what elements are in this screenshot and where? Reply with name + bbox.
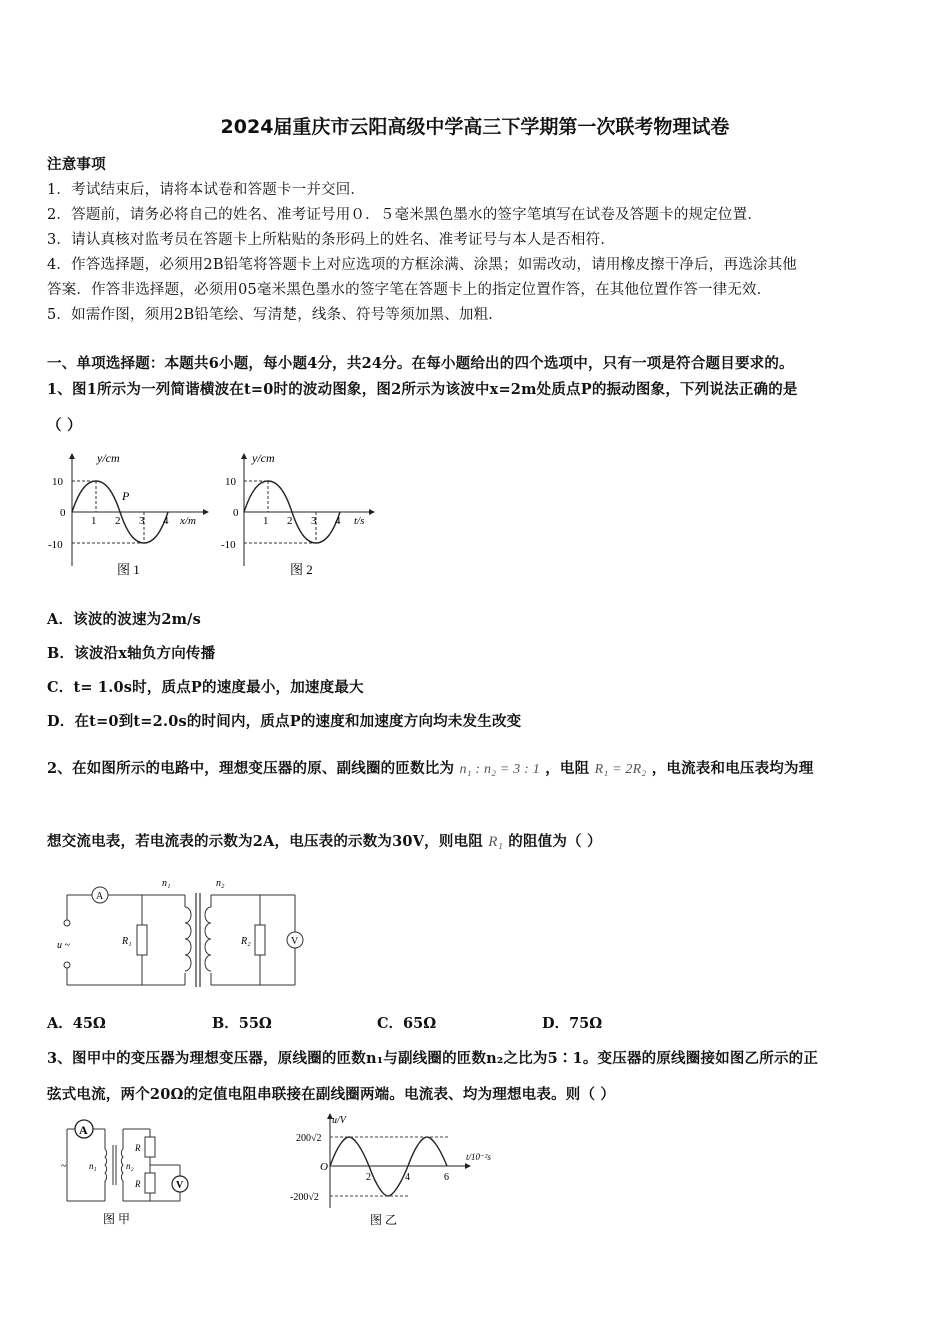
notice-heading: 注意事项 <box>47 156 106 173</box>
page-title: 2024届重庆市云阳高级中学高三下学期第一次联考物理试卷 <box>220 116 730 138</box>
n2-label: n₂ <box>216 878 225 889</box>
q2-stem <box>47 757 813 778</box>
resistor-label: R <box>135 1143 141 1153</box>
source-label: ~ <box>61 1161 67 1172</box>
q3-figure-b <box>290 1108 510 1233</box>
q2-option-d[interactable]: D．75Ω <box>542 1015 603 1032</box>
origin-label: O <box>320 1161 328 1173</box>
figure-caption: 图 乙 <box>370 1213 398 1227</box>
r2-label: R₂ <box>241 936 251 947</box>
x-axis-label: t/s <box>354 515 365 527</box>
source-label: u ~ <box>57 940 70 951</box>
x-tick-label: 4 <box>163 515 169 527</box>
q2-stem-part: ，电阻 <box>545 760 590 777</box>
x-tick-label: 1 <box>91 515 97 527</box>
y-tick-label: 0 <box>233 507 239 519</box>
q2-option-a[interactable]: A．45Ω <box>47 1015 106 1032</box>
y-tick-label: 200√2 <box>296 1133 322 1144</box>
x-axis-label: t/10⁻²s <box>466 1152 491 1162</box>
voltmeter-label: V <box>291 936 299 947</box>
x-tick-label: 2 <box>115 515 121 527</box>
y-tick-label: -10 <box>221 539 236 551</box>
notice-item: 4．作答选择题，必须用2B铅笔将答题卡上对应选项的方框涂满、涂黑；如需改动，请用橡皮擦干净后，再选涂其他 <box>47 257 798 273</box>
q2-stem-part: 的阻值为（ ） <box>508 833 602 850</box>
r1-symbol: R₁ <box>488 834 503 850</box>
y-axis-label: u/V <box>332 1115 346 1126</box>
q1-figure-2 <box>214 448 384 583</box>
q3-stem-2: 弦式电流，两个20Ω的定值电阻串联接在副线圈两端。电流表、均为理想电表。则（ ） <box>47 1086 616 1103</box>
y-tick-label: 0 <box>60 507 66 519</box>
notice-item: 答案．作答非选择题，必须用05毫米黑色墨水的签字笔在答题卡上的指定位置作答，在其他位置作答一律无效． <box>47 282 772 298</box>
figure-caption: 图 甲 <box>103 1212 131 1226</box>
q1-stem: 1、图1所示为一列简谐横波在t=0时的波动图象，图2所示为该波中x=2m处质点P的振动图象，下列说法正确的是 <box>47 381 798 398</box>
x-tick-label: 2 <box>287 515 293 527</box>
turns-ratio-formula: n₁ : n₂ = 3 : 1 <box>459 762 540 777</box>
q2-stem-2 <box>47 830 602 851</box>
y-tick-label: -200√2 <box>290 1192 319 1203</box>
q3-figure-a <box>55 1115 200 1230</box>
x-tick-label: 2 <box>366 1172 371 1183</box>
x-tick-label: 3 <box>139 515 145 527</box>
notice-item: 1．考试结束后，请将本试卷和答题卡一并交回． <box>47 182 366 198</box>
figure-caption: 图 2 <box>290 562 313 577</box>
resistor-label: R <box>135 1179 141 1189</box>
q2-option-c[interactable]: C．65Ω <box>377 1015 437 1032</box>
q1-option-c[interactable]: C．t= 1.0s时，质点P的速度最小，加速度最大 <box>47 679 364 696</box>
r1-label: R₁ <box>122 936 132 947</box>
q1-figure-1 <box>40 448 215 583</box>
resistance-formula: R₁ = 2R₂ <box>594 762 647 777</box>
q3-stem: 3、图甲中的变压器为理想变压器，原线圈的匝数n₁与副线圈的匝数n₂之比为5∶1。变压器的原线圈接如图乙所示的正 <box>47 1050 819 1067</box>
y-tick-label: 10 <box>52 476 63 488</box>
figure-caption: 图 1 <box>117 562 140 577</box>
ammeter-label: A <box>79 1123 88 1137</box>
section-heading: 一、单项选择题：本题共6小题，每小题4分，共24分。在每小题给出的四个选项中，只有一项是符合题目要求的。 <box>47 355 794 372</box>
ammeter-label: A <box>96 891 104 902</box>
notice-item: 3．请认真核对监考员在答题卡上所粘贴的条形码上的姓名、准考证号与本人是否相符． <box>47 232 616 248</box>
q1-option-b[interactable]: B．该波沿x轴负方向传播 <box>47 645 216 662</box>
x-tick-label: 3 <box>311 515 317 527</box>
notice-item: 2．答题前，请务必将自己的姓名、准考证号用０．５毫米黑色墨水的签字笔填写在试卷及答题卡的规定位置． <box>47 207 763 223</box>
voltmeter-label: V <box>176 1180 184 1191</box>
n1-label: n₁ <box>162 878 171 889</box>
q2-stem-part: 想交流电表，若电流表的示数为2A，电压表的示数为30V，则电阻 <box>47 833 483 850</box>
terminal <box>64 962 70 968</box>
x-tick-label: 4 <box>405 1172 410 1183</box>
y-tick-label: 10 <box>225 476 236 488</box>
q1-option-d[interactable]: D．在t=0到t=2.0s的时间内，质点P的速度和加速度方向均未发生改变 <box>47 713 522 730</box>
x-axis-label: x/m <box>180 515 196 527</box>
q1-stem-paren: （ ） <box>47 417 82 434</box>
q2-circuit <box>55 875 315 1000</box>
x-tick-label: 6 <box>444 1172 449 1183</box>
x-tick-label: 1 <box>263 515 269 527</box>
y-tick-label: -10 <box>48 539 63 551</box>
terminal <box>64 920 70 926</box>
point-p-label: P <box>122 489 130 503</box>
x-tick-label: 4 <box>335 515 341 527</box>
q2-stem-part: ，电流表和电压表均为理 <box>651 760 814 777</box>
n2-label: n₂ <box>126 1161 134 1171</box>
y-axis-label: y/cm <box>252 451 275 465</box>
y-axis-label: y/cm <box>97 451 120 465</box>
n1-label: n₁ <box>89 1161 97 1171</box>
q1-option-a[interactable]: A．该波的波速为2m/s <box>47 611 202 628</box>
notice-item: 5．如需作图，须用2B铅笔绘、写清楚，线条、符号等须加黑、加粗． <box>47 307 504 323</box>
q2-stem-part: 2、在如图所示的电路中，理想变压器的原、副线圈的匝数比为 <box>47 760 455 777</box>
q2-option-b[interactable]: B．55Ω <box>212 1015 272 1032</box>
